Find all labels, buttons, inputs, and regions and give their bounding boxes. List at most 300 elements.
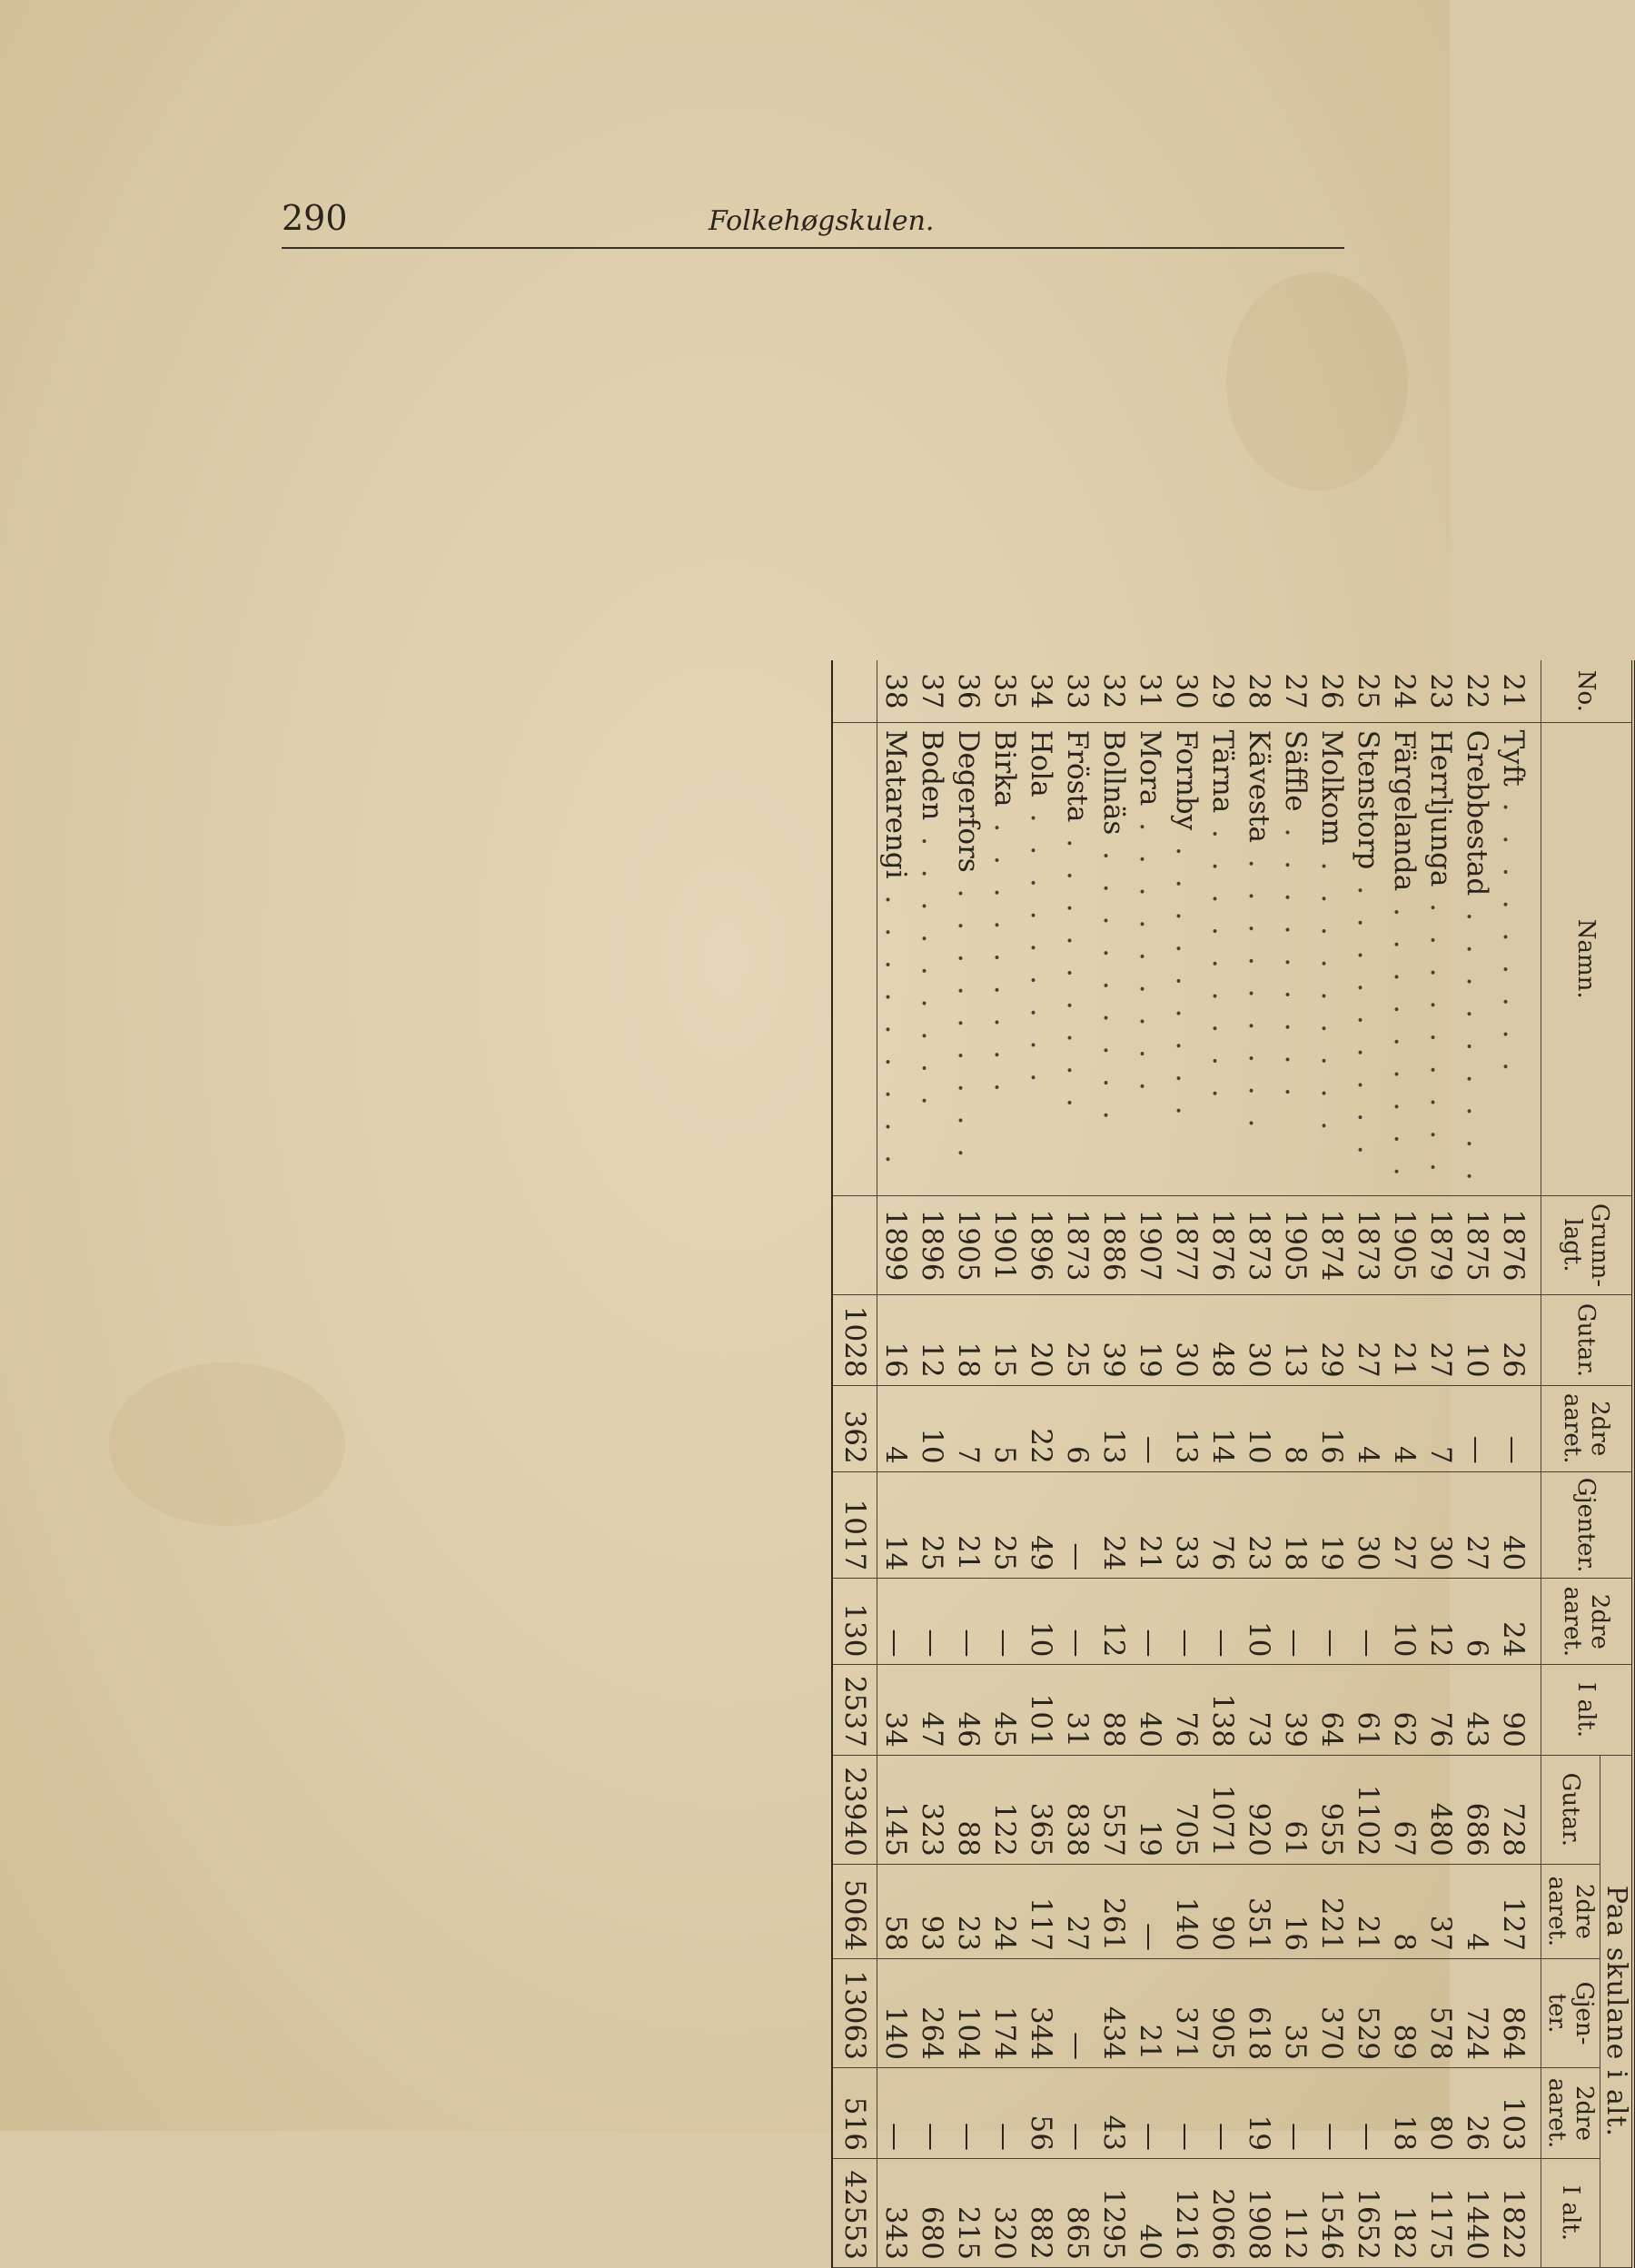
row-andre-aaret: 10 (914, 1385, 950, 1471)
table-row (1241, 660, 1277, 2268)
table-row (1350, 660, 1386, 2268)
row-gjenter: 18 (1277, 1471, 1313, 1579)
row-gutar: 13 (1277, 1295, 1313, 1385)
col-header-no: No. (1541, 660, 1634, 722)
table-body (877, 660, 1541, 2268)
row-sum-andre-aaret-2: — (1313, 2067, 1350, 2158)
total-sum-andre-aaret-2: 516 (832, 2067, 877, 2158)
leader-dots: . . . . . . . . . (1097, 835, 1130, 1127)
row-sum-i-alt: 112 (1277, 2158, 1313, 2267)
row-sum-andre-aaret-2: — (986, 2067, 1023, 2158)
row-sum-i-alt: 343 (877, 2158, 915, 2267)
row-sum-gjenter: 21 (1132, 1959, 1168, 2068)
row-gutar: 29 (1313, 1295, 1350, 1385)
leader-dots: . . . . . . . . . (1497, 786, 1530, 1079)
row-i-alt: 76 (1422, 1665, 1459, 1755)
row-andre-aaret-2: 6 (1459, 1579, 1495, 1665)
row-gjenter: 33 (1168, 1471, 1204, 1579)
row-gutar: 39 (1095, 1295, 1132, 1385)
row-andre-aaret: 8 (1277, 1385, 1313, 1471)
totals-cell-blank (832, 1195, 877, 1295)
row-name (1313, 722, 1350, 1195)
row-sum-i-alt: 215 (950, 2158, 986, 2267)
row-gjenter: 21 (1132, 1471, 1168, 1579)
row-sum-i-alt: 1440 (1459, 2158, 1495, 2267)
row-andre-aaret-2: 24 (1495, 1579, 1541, 1665)
totals-cell-blank (832, 722, 877, 1195)
total-gutar: 1028 (832, 1295, 877, 1385)
row-no: 23 (1422, 660, 1459, 722)
row-sum-andre-aaret-2: 43 (1095, 2067, 1132, 2158)
row-gutar: 10 (1459, 1295, 1495, 1385)
row-sum-gutar: 365 (1023, 1755, 1059, 1864)
col-header-gjenter: Gjenter. (1541, 1471, 1634, 1579)
row-name (914, 722, 950, 1195)
row-sum-andre-aaret: 140 (1168, 1864, 1204, 1958)
row-year: 1875 (1459, 1195, 1495, 1295)
row-i-alt: 61 (1350, 1665, 1386, 1755)
row-name-text: Kävesta (1243, 729, 1275, 843)
totals-row (832, 660, 877, 2268)
row-name-text: Herrljunga (1424, 729, 1457, 887)
row-sum-andre-aaret: 27 (1059, 1864, 1095, 1958)
leader-dots: . . . . . . . . . (1243, 843, 1275, 1135)
row-sum-i-alt: 320 (986, 2158, 1023, 2267)
paper-stain (1226, 272, 1408, 490)
row-gjenter: 27 (1386, 1471, 1422, 1579)
statistics-table-rotated (636, 660, 1635, 2268)
col-header-sum-andre-aaret: 2dre aaret. (1541, 1864, 1600, 1958)
row-i-alt: 138 (1204, 1665, 1241, 1755)
row-no: 27 (1277, 660, 1313, 722)
row-andre-aaret: 5 (986, 1385, 1023, 1471)
row-andre-aaret: 7 (1422, 1385, 1459, 1471)
row-name (1241, 722, 1277, 1195)
row-no: 21 (1495, 660, 1541, 722)
row-andre-aaret: 16 (1313, 1385, 1350, 1471)
row-sum-i-alt: 182 (1386, 2158, 1422, 2267)
col-header-gutar: Gutar. (1541, 1295, 1634, 1385)
row-year: 1874 (1313, 1195, 1350, 1295)
row-andre-aaret-2: — (914, 1579, 950, 1665)
row-sum-i-alt: 1822 (1495, 2158, 1541, 2267)
table-row (1459, 660, 1495, 2268)
row-gutar: 26 (1495, 1295, 1541, 1385)
row-year: 1873 (1241, 1195, 1277, 1295)
row-gutar: 25 (1059, 1295, 1095, 1385)
row-sum-andre-aaret-2: — (950, 2067, 986, 2158)
row-gutar: 30 (1168, 1295, 1204, 1385)
row-i-alt: 45 (986, 1665, 1023, 1755)
totals-cell-blank (832, 660, 877, 722)
row-sum-andre-aaret-2: — (1277, 2067, 1313, 2158)
table-row (877, 660, 915, 2268)
row-sum-gutar: 955 (1313, 1755, 1350, 1864)
row-gutar: 27 (1350, 1295, 1386, 1385)
row-i-alt: 73 (1241, 1665, 1277, 1755)
row-sum-gutar: 122 (986, 1755, 1023, 1864)
row-andre-aaret: 13 (1168, 1385, 1204, 1471)
table-row (950, 660, 986, 2268)
row-no: 34 (1023, 660, 1059, 722)
row-gjenter: — (1059, 1471, 1095, 1579)
row-sum-gjenter: 344 (1023, 1959, 1059, 2068)
row-gutar: 20 (1023, 1295, 1059, 1385)
row-sum-gutar: 705 (1168, 1755, 1204, 1864)
row-sum-gjenter: 578 (1422, 1959, 1459, 2068)
row-gjenter: 19 (1313, 1471, 1350, 1579)
row-name-text: Grebbestad (1461, 729, 1493, 896)
row-sum-gjenter: 35 (1277, 1959, 1313, 2068)
row-andre-aaret-2: — (1059, 1579, 1095, 1665)
running-title: Folkehøgskulen. (708, 205, 935, 237)
row-andre-aaret: 4 (1386, 1385, 1422, 1471)
row-name (1386, 722, 1422, 1195)
row-andre-aaret-2: — (1204, 1579, 1241, 1665)
row-andre-aaret-2: 10 (1241, 1579, 1277, 1665)
row-andre-aaret-2: — (986, 1579, 1023, 1665)
table-row (1168, 660, 1204, 2268)
row-sum-gjenter: 104 (950, 1959, 986, 2068)
row-name (1350, 722, 1386, 1195)
row-sum-i-alt: 865 (1059, 2158, 1095, 2267)
row-andre-aaret: 7 (950, 1385, 986, 1471)
table-row (1277, 660, 1313, 2268)
row-no: 37 (914, 660, 950, 722)
row-year: 1876 (1204, 1195, 1241, 1295)
row-sum-andre-aaret: 8 (1386, 1864, 1422, 1958)
row-no: 31 (1132, 660, 1168, 722)
row-sum-gutar: 1071 (1204, 1755, 1241, 1864)
row-name-text: Tärna (1206, 729, 1239, 814)
row-i-alt: 88 (1095, 1665, 1132, 1755)
row-no: 24 (1386, 660, 1422, 722)
row-i-alt: 43 (1459, 1665, 1495, 1755)
row-sum-i-alt: 40 (1132, 2158, 1168, 2267)
row-sum-andre-aaret-2: 26 (1459, 2067, 1495, 2158)
row-i-alt: 47 (914, 1665, 950, 1755)
row-sum-i-alt: 680 (914, 2158, 950, 2267)
row-sum-i-alt: 1175 (1422, 2158, 1459, 2267)
row-gutar: 19 (1132, 1295, 1168, 1385)
total-gjenter: 1017 (832, 1471, 877, 1579)
row-andre-aaret-2: — (877, 1579, 915, 1665)
row-name-text: Tyft (1497, 729, 1530, 787)
row-sum-andre-aaret: — (1132, 1864, 1168, 1958)
leader-dots: . . . . . . . . . (879, 878, 912, 1172)
leader-dots: . . . . . . . . . (1134, 806, 1166, 1098)
row-year: 1886 (1095, 1195, 1132, 1295)
row-sum-gutar: 67 (1386, 1755, 1422, 1864)
row-name (1095, 722, 1132, 1195)
row-i-alt: 46 (950, 1665, 986, 1755)
row-year: 1905 (1277, 1195, 1313, 1295)
row-sum-andre-aaret: 351 (1241, 1864, 1277, 1958)
row-andre-aaret: — (1459, 1385, 1495, 1471)
table-row (1422, 660, 1459, 2268)
row-andre-aaret-2: — (1350, 1579, 1386, 1665)
row-year: 1901 (986, 1195, 1023, 1295)
table-row (1059, 660, 1095, 2268)
row-gutar: 21 (1386, 1295, 1422, 1385)
row-sum-gjenter: 174 (986, 1959, 1023, 2068)
row-andre-aaret-2: — (1277, 1579, 1313, 1665)
total-sum-gutar: 23940 (832, 1755, 877, 1864)
row-gjenter: 27 (1459, 1471, 1495, 1579)
row-sum-gjenter: 371 (1168, 1959, 1204, 2068)
row-andre-aaret: 6 (1059, 1385, 1095, 1471)
row-gutar: 30 (1241, 1295, 1277, 1385)
row-andre-aaret-2: 12 (1095, 1579, 1132, 1665)
row-gjenter: 30 (1422, 1471, 1459, 1579)
table-row (1495, 660, 1541, 2268)
row-sum-andre-aaret-2: 56 (1023, 2067, 1059, 2158)
col-header-grunnlagt: Grunn-lagt. (1541, 1195, 1634, 1295)
row-sum-gutar: 88 (950, 1755, 986, 1864)
row-name-text: Frösta (1061, 729, 1094, 823)
row-andre-aaret-2: — (1132, 1579, 1168, 1665)
table-row (1313, 660, 1350, 2268)
total-sum-i-alt: 42553 (832, 2158, 877, 2267)
row-andre-aaret: 4 (877, 1385, 915, 1471)
row-andre-aaret: 22 (1023, 1385, 1059, 1471)
row-i-alt: 34 (877, 1665, 915, 1755)
row-sum-andre-aaret: 21 (1350, 1864, 1386, 1958)
row-sum-andre-aaret: 23 (950, 1864, 986, 1958)
row-gjenter: 24 (1095, 1471, 1132, 1579)
row-year: 1873 (1350, 1195, 1386, 1295)
row-name (1277, 722, 1313, 1195)
col-header-sum-gutar: Gutar. (1541, 1755, 1600, 1864)
row-i-alt: 101 (1023, 1665, 1059, 1755)
leader-dots: . . . . . . . . . (1279, 811, 1312, 1104)
row-name-text: Säffle (1279, 729, 1312, 812)
col-header-sum-i-alt: I alt. (1541, 2158, 1600, 2267)
row-gjenter: 23 (1241, 1471, 1277, 1579)
col-header-andre-aaret: 2dre aaret. (1541, 1385, 1634, 1471)
row-gjenter: 14 (877, 1471, 915, 1579)
col-group-paa-skulane: Paa skulane i alt. (1600, 1755, 1634, 2267)
row-sum-andre-aaret: 117 (1023, 1864, 1059, 1958)
row-gjenter: 25 (986, 1471, 1023, 1579)
total-sum-gjenter: 13063 (832, 1959, 877, 2068)
row-sum-andre-aaret: 4 (1459, 1864, 1495, 1958)
leader-dots: . . . . . . . . . (1025, 797, 1057, 1090)
row-sum-gutar: 61 (1277, 1755, 1313, 1864)
row-i-alt: 31 (1059, 1665, 1095, 1755)
row-sum-andre-aaret: 261 (1095, 1864, 1132, 1958)
total-andre-aaret: 362 (832, 1385, 877, 1471)
leader-dots: . . . . . . . . . (1206, 813, 1239, 1105)
row-sum-andre-aaret: 16 (1277, 1864, 1313, 1958)
row-sum-gjenter: 140 (877, 1959, 915, 2068)
row-sum-i-alt: 1908 (1241, 2158, 1277, 2267)
row-gjenter: 40 (1495, 1471, 1541, 1579)
row-year: 1907 (1132, 1195, 1168, 1295)
row-gutar: 27 (1422, 1295, 1459, 1385)
row-sum-gutar: 838 (1059, 1755, 1095, 1864)
row-no: 36 (950, 660, 986, 722)
row-sum-gjenter: 370 (1313, 1959, 1350, 2068)
row-andre-aaret: 14 (1204, 1385, 1241, 1471)
table-row (1095, 660, 1132, 2268)
leader-dots: . . . . . . . . . (1461, 896, 1493, 1188)
row-name (950, 722, 986, 1195)
row-name (1168, 722, 1204, 1195)
row-gutar: 12 (914, 1295, 950, 1385)
leader-dots: . . . . . . . . . (1388, 891, 1421, 1184)
row-no: 29 (1204, 660, 1241, 722)
row-year: 1896 (1023, 1195, 1059, 1295)
row-name-text: Birka (988, 729, 1021, 807)
table-row (1386, 660, 1422, 2268)
row-sum-andre-aaret-2: — (1059, 2067, 1095, 2158)
row-sum-i-alt: 1216 (1168, 2158, 1204, 2267)
row-andre-aaret-2: 10 (1023, 1579, 1059, 1665)
row-year: 1899 (877, 1195, 915, 1295)
row-name (986, 722, 1023, 1195)
row-gutar: 16 (877, 1295, 915, 1385)
row-sum-andre-aaret-2: — (877, 2067, 915, 2158)
row-name-text: Hola (1025, 729, 1057, 797)
row-sum-andre-aaret-2: 19 (1241, 2067, 1277, 2158)
row-andre-aaret-2: 10 (1386, 1579, 1422, 1665)
leader-dots: . . . . . . . . . (988, 807, 1021, 1099)
row-andre-aaret: 10 (1241, 1385, 1277, 1471)
row-name-text: Degerfors (952, 729, 985, 873)
row-name-text: Mora (1134, 729, 1166, 807)
row-name-text: Matarengi (879, 729, 912, 879)
row-sum-gjenter: 264 (914, 1959, 950, 2068)
row-sum-andre-aaret: 90 (1204, 1864, 1241, 1958)
row-sum-gjenter: 89 (1386, 1959, 1422, 2068)
row-name (1204, 722, 1241, 1195)
row-no: 32 (1095, 660, 1132, 722)
row-name-text: Fornby (1170, 729, 1203, 831)
row-year: 1879 (1422, 1195, 1459, 1295)
row-andre-aaret: 13 (1095, 1385, 1132, 1471)
row-no: 38 (877, 660, 915, 722)
row-andre-aaret-2: — (950, 1579, 986, 1665)
total-sum-andre-aaret: 5064 (832, 1864, 877, 1958)
table-row (1132, 660, 1168, 2268)
row-sum-andre-aaret-2: 103 (1495, 2067, 1541, 2158)
row-andre-aaret: 4 (1350, 1385, 1386, 1471)
leader-dots: . . . . . . . . . (1061, 822, 1094, 1114)
row-sum-gjenter: 529 (1350, 1959, 1386, 2068)
row-gjenter: 21 (950, 1471, 986, 1579)
row-sum-i-alt: 2066 (1204, 2158, 1241, 2267)
row-i-alt: 64 (1313, 1665, 1350, 1755)
row-name (1495, 722, 1541, 1195)
page-number: 290 (282, 198, 348, 238)
row-sum-gutar: 323 (914, 1755, 950, 1864)
row-year: 1876 (1495, 1195, 1541, 1295)
row-gjenter: 25 (914, 1471, 950, 1579)
row-sum-andre-aaret-2: — (1168, 2067, 1204, 2158)
row-sum-i-alt: 882 (1023, 2158, 1059, 2267)
row-no: 26 (1313, 660, 1350, 722)
row-sum-andre-aaret-2: 18 (1386, 2067, 1422, 2158)
row-year: 1905 (1386, 1195, 1422, 1295)
row-gjenter: 76 (1204, 1471, 1241, 1579)
row-no: 30 (1168, 660, 1204, 722)
table-row (1204, 660, 1241, 2268)
row-sum-andre-aaret: 24 (986, 1864, 1023, 1958)
row-sum-andre-aaret: 127 (1495, 1864, 1541, 1958)
row-sum-andre-aaret: 93 (914, 1864, 950, 1958)
leader-dots: . . . . . . . . . (916, 820, 948, 1113)
statistics-table (831, 660, 1635, 2268)
leader-dots: . . . . . . . . . (1352, 869, 1384, 1162)
total-i-alt: 2537 (832, 1665, 877, 1755)
row-i-alt: 39 (1277, 1665, 1313, 1755)
total-andre-aaret-2: 130 (832, 1579, 877, 1665)
row-sum-i-alt: 1652 (1350, 2158, 1386, 2267)
row-sum-gjenter: 864 (1495, 1959, 1541, 2068)
row-no: 35 (986, 660, 1023, 722)
row-name-text: Boden (916, 729, 948, 821)
row-i-alt: 90 (1495, 1665, 1541, 1755)
row-no: 22 (1459, 660, 1495, 722)
row-sum-i-alt: 1295 (1095, 2158, 1132, 2267)
leader-dots: . . . . . . . . . (1315, 845, 1348, 1138)
col-header-namn: Namn. (1541, 722, 1634, 1195)
row-sum-andre-aaret: 58 (877, 1864, 915, 1958)
row-sum-andre-aaret-2: — (914, 2067, 950, 2158)
row-gutar: 18 (950, 1295, 986, 1385)
row-sum-andre-aaret-2: — (1350, 2067, 1386, 2158)
row-year: 1873 (1059, 1195, 1095, 1295)
row-sum-gutar: 145 (877, 1755, 915, 1864)
row-year: 1896 (914, 1195, 950, 1295)
paper-stain (109, 1362, 345, 1526)
col-header-sum-gjenter: Gjen-ter. (1541, 1959, 1600, 2068)
row-andre-aaret: — (1132, 1385, 1168, 1471)
row-no: 25 (1350, 660, 1386, 722)
col-header-sum-andre-aaret-2: 2dre aaret. (1541, 2067, 1600, 2158)
row-name-text: Bollnäs (1097, 729, 1130, 836)
row-sum-gjenter: 905 (1204, 1959, 1241, 2068)
row-year: 1905 (950, 1195, 986, 1295)
row-andre-aaret-2: — (1313, 1579, 1350, 1665)
row-no: 28 (1241, 660, 1277, 722)
col-header-andre-aaret-2: 2dre aaret. (1541, 1579, 1634, 1665)
row-gjenter: 30 (1350, 1471, 1386, 1579)
row-sum-gjenter: 724 (1459, 1959, 1495, 2068)
row-i-alt: 40 (1132, 1665, 1168, 1755)
leader-dots: . . . . . . . . . (1424, 886, 1457, 1179)
row-andre-aaret-2: 12 (1422, 1579, 1459, 1665)
row-year: 1877 (1168, 1195, 1204, 1295)
row-sum-andre-aaret: 37 (1422, 1864, 1459, 1958)
row-sum-gjenter: 434 (1095, 1959, 1132, 2068)
row-name (1422, 722, 1459, 1195)
row-no: 33 (1059, 660, 1095, 722)
row-andre-aaret-2: — (1168, 1579, 1204, 1665)
table-row (914, 660, 950, 2268)
row-gutar: 48 (1204, 1295, 1241, 1385)
row-sum-gutar: 19 (1132, 1755, 1168, 1864)
row-name (1023, 722, 1059, 1195)
row-sum-gutar: 480 (1422, 1755, 1459, 1864)
table-row (1023, 660, 1059, 2268)
row-sum-i-alt: 1546 (1313, 2158, 1350, 2267)
col-header-i-alt: I alt. (1541, 1665, 1634, 1755)
row-sum-gutar: 728 (1495, 1755, 1541, 1864)
row-sum-gutar: 1102 (1350, 1755, 1386, 1864)
row-gutar: 15 (986, 1295, 1023, 1385)
